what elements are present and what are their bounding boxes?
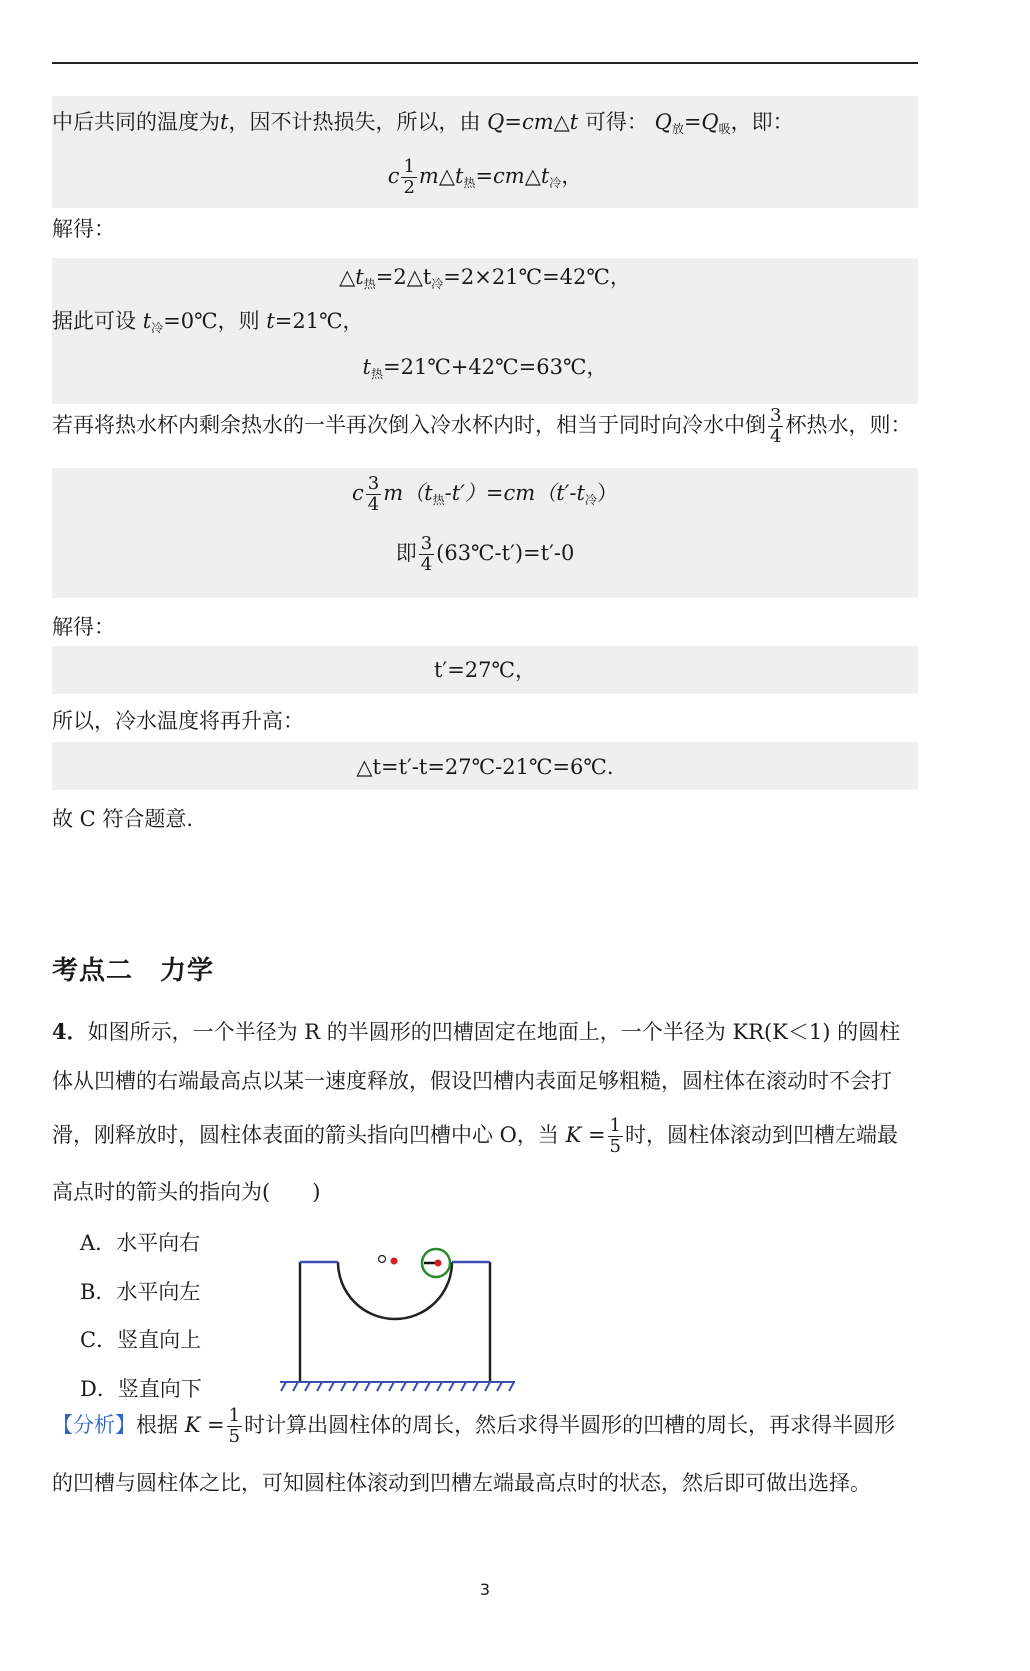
solution-line-1 <box>52 107 794 144</box>
expr: m△t <box>418 164 464 188</box>
denominator: 5 <box>228 1426 241 1447</box>
option-c[interactable]: C．竖直向上 <box>80 1328 202 1352</box>
expr: -t′）=cm（t′-t <box>444 481 585 505</box>
text: 据此可设 <box>52 309 136 333</box>
expr: =21℃+42℃=63℃， <box>383 355 608 379</box>
analysis-line-2: 的凹槽与圆柱体之比，可知圆柱体滚动到凹槽左端最高点时的状态，然后即可做出选择。 <box>52 1471 871 1495</box>
subscript: 放 <box>671 122 684 136</box>
equation-6: t′=27℃， <box>433 658 537 682</box>
fraction <box>401 157 416 198</box>
jiede-label-1: 解得： <box>52 217 115 241</box>
text: 中后共同的温度为 <box>52 110 220 134</box>
text: ，因不计热损失，所以，由 <box>228 110 481 134</box>
expr: =2△t <box>375 265 432 289</box>
option-a[interactable]: A．水平向右 <box>80 1231 201 1255</box>
text: 滑，刚释放时，圆柱体表面的箭头指向凹槽中心 O，当 <box>52 1123 559 1147</box>
text: 杯热水，则： <box>785 413 912 437</box>
option-b[interactable]: B．水平向左 <box>80 1280 201 1304</box>
header-rule <box>52 62 918 64</box>
text: 若再将热水杯内剩余热水的一半再次倒入冷水杯内时，相当于同时向冷水中倒 <box>52 413 766 437</box>
numerator: 1 <box>403 156 415 177</box>
denominator: 2 <box>403 177 415 198</box>
question-line-2: 体从凹槽的右端最高点以某一速度释放，假设凹槽内表面足够粗糙，圆柱体在滚动时不会打 <box>52 1069 892 1093</box>
expr: △t <box>339 265 364 289</box>
fraction <box>366 474 381 515</box>
text: 时计算出圆柱体的周长，然后求得半圆形的凹槽的周长，再求得半圆形 <box>244 1413 896 1437</box>
text: =21℃， <box>274 309 364 333</box>
question-line-3 <box>52 1110 898 1160</box>
fraction <box>768 406 783 447</box>
denominator: 4 <box>420 554 433 575</box>
analysis-line-1 <box>52 1400 895 1450</box>
subscript: 冷 <box>549 176 562 190</box>
var-t: t <box>362 355 371 379</box>
text: 时，圆柱体滚动到凹槽左端最 <box>625 1123 898 1147</box>
equation-2 <box>52 262 918 299</box>
text: 可得： <box>584 110 648 134</box>
subscript: 冷 <box>584 493 597 507</box>
numerator: 1 <box>228 1405 241 1426</box>
subscript: 热 <box>363 277 376 291</box>
var-q: Q <box>654 110 672 134</box>
text: ） <box>596 481 618 505</box>
groove-frame <box>300 1262 490 1382</box>
numerator: 3 <box>367 473 380 494</box>
fraction <box>608 1116 623 1157</box>
jiede-label-2: 解得： <box>52 615 115 639</box>
subscript: 热 <box>371 367 384 381</box>
red-dot <box>391 1258 398 1265</box>
expr: m（t <box>383 481 433 505</box>
numerator: 1 <box>609 1115 621 1136</box>
equation-1 <box>52 153 918 206</box>
numerator: 3 <box>770 405 782 426</box>
var-c: c <box>352 481 364 505</box>
subscript: 吸 <box>718 122 731 136</box>
equation-3 <box>52 352 918 389</box>
ground-hatch <box>280 1382 515 1391</box>
equation-5 <box>52 530 918 576</box>
solution-line-again <box>52 402 911 448</box>
text: ，即： <box>730 110 794 134</box>
denominator: 5 <box>609 1136 621 1157</box>
subscript: 热 <box>432 493 445 507</box>
subscript: 热 <box>463 176 476 190</box>
section-title: 考点二 力学 <box>52 956 215 986</box>
numerator: 3 <box>420 533 433 554</box>
text: 根据 <box>136 1413 178 1437</box>
solution-line-set <box>52 306 364 343</box>
denominator: 4 <box>770 426 782 447</box>
subscript: 冷 <box>431 277 444 291</box>
text: 即 <box>395 541 417 565</box>
expr: =2×21℃=42℃， <box>443 265 631 289</box>
var-k: K = <box>565 1123 606 1147</box>
var-q: =Q <box>683 110 719 134</box>
analysis-tag: 【分析】 <box>52 1413 136 1437</box>
solution-line-so: 所以，冷水温度将再升高： <box>52 709 304 733</box>
question-line-1 <box>52 1017 900 1047</box>
question-line-4: 高点时的箭头的指向为( ) <box>52 1180 321 1204</box>
fraction <box>419 534 434 575</box>
formula-q-cm-dt: Q=cm△t <box>487 110 579 134</box>
subscript: 冷 <box>151 321 164 335</box>
var-c: c <box>387 164 400 188</box>
text: 如图所示，一个半径为 R 的半圆形的凹槽固定在地面上，一个半径为 KR(K＜1) 的圆柱 <box>87 1020 901 1044</box>
expr: (63℃-t′)=t′-0 <box>436 541 575 565</box>
text: ， <box>561 164 583 188</box>
question-number: 4． <box>52 1019 88 1044</box>
fraction <box>227 1406 242 1447</box>
option-d[interactable]: D．竖直向下 <box>80 1377 202 1401</box>
groove-center-point <box>379 1256 386 1263</box>
cylinder-center-dot <box>435 1260 442 1267</box>
expr: =cm△t <box>475 164 550 188</box>
var-t: t <box>142 309 152 333</box>
equation-7: △t=t′-t=27℃-21℃=6℃. <box>356 755 614 779</box>
denominator: 4 <box>367 494 380 515</box>
page-number: 3 <box>479 1580 491 1599</box>
solution-conclusion: 故 C 符合题意. <box>52 807 194 831</box>
groove-diagram <box>270 1232 520 1412</box>
var-t: t <box>220 110 229 134</box>
var-k: K = <box>184 1413 225 1437</box>
equation-4 <box>52 470 918 523</box>
text: =0℃，则 <box>163 309 260 333</box>
var-t: t <box>266 309 275 333</box>
